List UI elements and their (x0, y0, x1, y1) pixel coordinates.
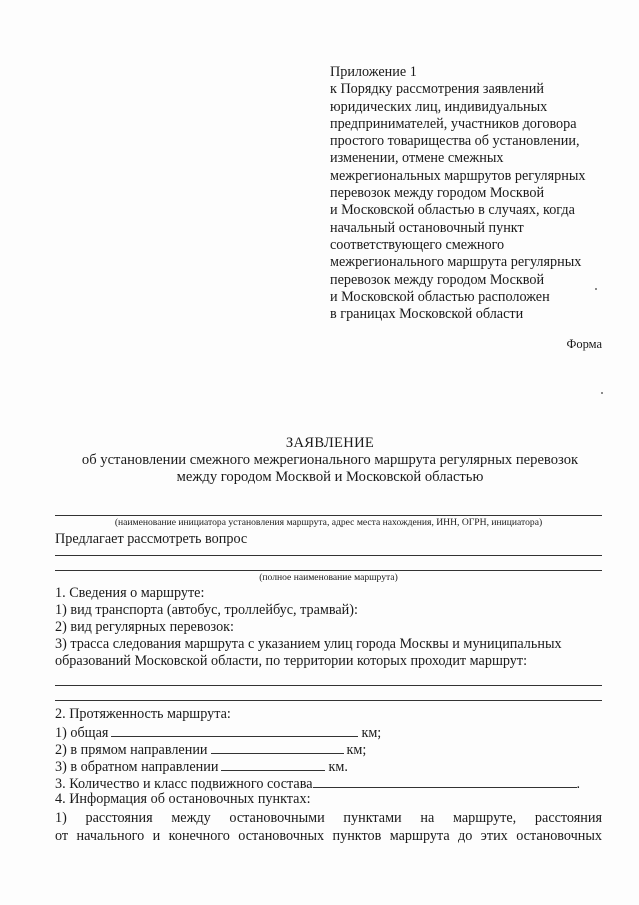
section1-item2: 2) вид регулярных перевозок: (55, 619, 234, 635)
appendix-line: в границах Московской области (330, 306, 524, 323)
appendix-line: простого товарищества об установлении, (330, 133, 580, 150)
length-total-input[interactable] (111, 723, 358, 737)
appendix-reference (330, 64, 620, 323)
route-name-field-line-2[interactable] (55, 570, 602, 571)
route-caption: (полное наименование маршрута) (259, 572, 398, 583)
section1-item1: 1) вид транспорта (автобус, троллейбус, трамвай): (55, 602, 358, 618)
section1-heading: 1. Сведения о маршруте: (55, 585, 205, 601)
form-label: Форма (566, 337, 602, 351)
section2-heading: 2. Протяженность маршрута: (55, 706, 231, 722)
initiator-caption: (наименование инициатора установления маршрута, адрес места нахождения, ИНН, ОГРН, инициатора) (114, 517, 543, 528)
route-name-field-line-1[interactable] (55, 555, 602, 556)
length-reverse-label: 3) в обратном направлении (55, 759, 219, 775)
title-subline: об установлении смежного межрегионального маршрута регулярных перевозок (81, 452, 579, 468)
length-forward-input[interactable] (211, 740, 344, 754)
appendix-line: изменении, отмене смежных (330, 150, 504, 167)
section3-label: 3. Количество и класс подвижного состава (55, 776, 313, 792)
title-subline: между городом Москвой и Московской областью (176, 469, 484, 485)
section3-end: . (576, 776, 581, 792)
length-forward-unit: км; (346, 742, 367, 758)
appendix-line: к Порядку рассмотрения заявлений (330, 81, 544, 98)
scan-speck (595, 288, 597, 290)
rolling-stock-input[interactable] (313, 774, 577, 788)
section4-item1-line1: 1) расстояния между остановочными пунктами на маршруте, расстояния (55, 810, 602, 826)
length-reverse-input[interactable] (221, 757, 325, 771)
proposes-text: Предлагает рассмотреть вопрос (55, 531, 248, 547)
initiator-field-line[interactable] (55, 515, 602, 516)
appendix-line: юридических лиц, индивидуальных (330, 98, 548, 115)
appendix-line: межрегионального маршрута регулярных (330, 254, 582, 271)
appendix-line: межрегиональных маршрутов регулярных (330, 167, 586, 184)
appendix-line: перевозок между городом Москвой (330, 185, 545, 202)
appendix-line: и Московской областью в случаях, когда (330, 202, 575, 219)
appendix-line: начальный остановочный пункт (330, 219, 524, 236)
length-total-label: 1) общая (55, 725, 109, 741)
appendix-line: перевозок между городом Москвой (330, 271, 545, 288)
length-total-unit: км; (361, 725, 382, 741)
section4-heading: 4. Информация об остановочных пунктах: (55, 791, 311, 807)
route-path-field-line-2[interactable] (55, 700, 602, 701)
title-heading: ЗАЯВЛЕНИЕ (285, 435, 375, 451)
section4-item1-line2: от начального и конечного остановочных пунктов маршрута до этих остановочных (55, 828, 602, 844)
appendix-line: соответствующего смежного (330, 236, 505, 253)
appendix-line: предпринимателей, участников договора (330, 115, 577, 132)
section1-item3-line1: 3) трасса следования маршрута с указанием улиц города Москвы и муниципальных (55, 636, 562, 652)
length-reverse-unit: км. (328, 759, 348, 775)
section1-item3-line2: образований Московской области, по территории которых проходит маршрут: (55, 653, 528, 669)
appendix-line: Приложение 1 (330, 64, 417, 80)
scan-speck (601, 392, 603, 394)
document-title (40, 435, 620, 486)
length-forward-label: 2) в прямом направлении (55, 742, 208, 758)
route-path-field-line-1[interactable] (55, 685, 602, 686)
appendix-line: и Московской областью расположен (330, 288, 550, 305)
